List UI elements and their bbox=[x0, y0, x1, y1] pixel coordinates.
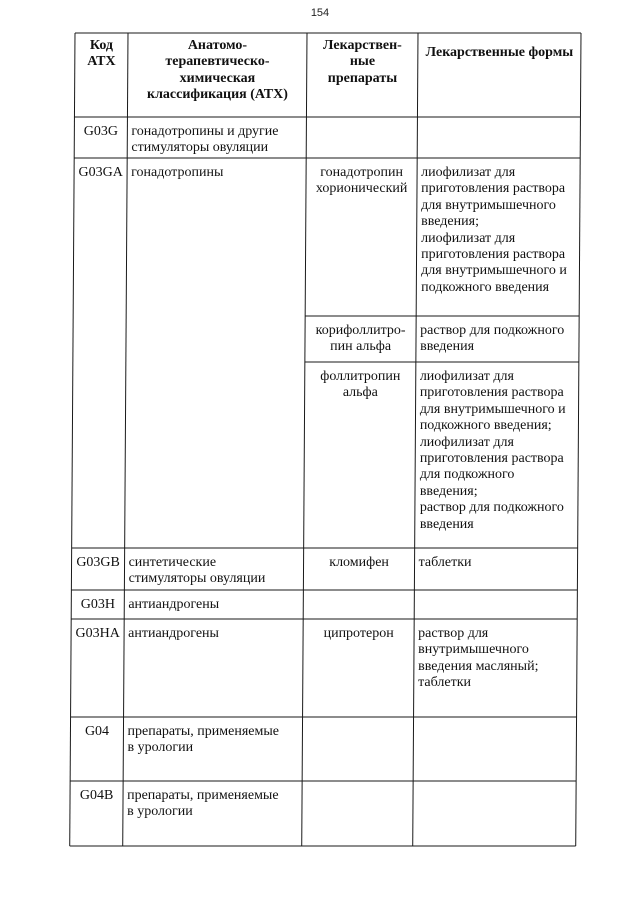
row-drug bbox=[307, 626, 410, 642]
row-code bbox=[75, 626, 120, 642]
row-forms bbox=[418, 626, 573, 692]
header-code bbox=[79, 38, 124, 71]
row-forms-line: таблетки bbox=[418, 555, 472, 570]
row-drug-line: кломифен bbox=[329, 555, 389, 570]
row-drug-line: гонадотропин bbox=[320, 165, 404, 180]
row-drug-line: фоллитропин bbox=[320, 369, 401, 384]
row-drug bbox=[308, 555, 411, 571]
row-drug bbox=[310, 165, 413, 198]
row-code bbox=[75, 724, 120, 740]
header-forms-line: Лекарственные формы bbox=[425, 45, 574, 60]
row-forms-line: лиофилизат для bbox=[421, 230, 516, 246]
header-drugs-line: препараты bbox=[327, 70, 398, 86]
row-classification bbox=[127, 788, 298, 821]
row-code-line: G03H bbox=[80, 597, 115, 612]
row-forms-line: для подкожного bbox=[419, 467, 515, 483]
header-classification bbox=[132, 38, 303, 104]
row-code-line: G04B bbox=[79, 788, 114, 803]
row-code bbox=[78, 165, 123, 181]
row-drug-line: корифоллитро- bbox=[315, 323, 406, 338]
row-classification bbox=[131, 165, 302, 181]
row-drug-line: хорионический bbox=[315, 181, 408, 197]
header-drugs bbox=[311, 38, 414, 87]
row-forms bbox=[420, 369, 575, 533]
row-forms-line: для внутримышечного и bbox=[419, 401, 566, 417]
row-forms-line: приготовления раствора bbox=[421, 247, 566, 263]
row-classification bbox=[128, 724, 299, 757]
row-classification-line: препараты, применяемые bbox=[127, 788, 279, 803]
row-forms-line: таблетки bbox=[418, 675, 472, 691]
row-code-line: G04 bbox=[84, 724, 110, 739]
header-classification-line: терапевтическо- bbox=[165, 54, 270, 70]
row-drug bbox=[309, 369, 412, 402]
row-code bbox=[74, 788, 119, 804]
header-classification-line: Анатомо- bbox=[187, 38, 248, 53]
header-classification-line: классификация (АТХ) bbox=[147, 87, 288, 103]
row-classification bbox=[128, 597, 299, 613]
row-classification-line: антиандрогены bbox=[128, 597, 220, 612]
row-code bbox=[76, 555, 121, 571]
row-classification bbox=[128, 626, 299, 642]
row-code-line: G03GA bbox=[78, 165, 123, 180]
row-forms bbox=[419, 555, 574, 571]
row-classification-line: синтетические bbox=[128, 555, 217, 570]
row-forms-line: для внутримышечного и bbox=[421, 263, 567, 279]
header-classification-line: химическая bbox=[179, 70, 256, 86]
row-forms-line: лиофилизат для bbox=[419, 369, 514, 384]
row-code bbox=[78, 124, 123, 140]
row-classification bbox=[129, 555, 300, 588]
row-classification-line: в урологии bbox=[127, 740, 194, 756]
header-drugs-line: Лекарствен- bbox=[323, 38, 402, 53]
row-forms-line: введения; bbox=[419, 483, 478, 499]
row-forms-line: подкожного введения; bbox=[419, 418, 552, 434]
column-divider bbox=[576, 33, 581, 846]
row-code-line: G03GB bbox=[76, 555, 120, 570]
row-forms-line: введения bbox=[419, 516, 474, 532]
page-number: 154 bbox=[310, 7, 330, 19]
row-drug bbox=[309, 323, 412, 356]
row-forms-line: лиофилизат для bbox=[421, 165, 516, 180]
row-classification-line: в урологии bbox=[127, 804, 193, 820]
row-classification-line: стимуляторы овуляции bbox=[128, 571, 266, 587]
column-divider bbox=[413, 33, 418, 846]
header-forms bbox=[422, 45, 577, 61]
column-divider bbox=[302, 33, 307, 846]
header-drugs-line: ные bbox=[349, 54, 376, 70]
row-code-line: G03G bbox=[83, 124, 119, 139]
row-forms-line: для внутримышечного bbox=[421, 197, 556, 213]
row-code bbox=[75, 597, 120, 613]
row-drug-line: ципротерон bbox=[323, 626, 394, 641]
row-drug-line: пин альфа bbox=[330, 339, 392, 355]
row-forms-line: внутримышечного bbox=[418, 642, 529, 658]
row-classification-line: гонадотропины bbox=[131, 165, 224, 180]
row-classification-line: гонадотропины и другие bbox=[131, 124, 279, 139]
row-forms-line: раствор для подкожного bbox=[420, 323, 565, 338]
row-forms bbox=[420, 323, 575, 356]
row-forms-line: введения масляный; bbox=[418, 658, 539, 674]
row-forms-line: приготовления раствора bbox=[419, 385, 564, 401]
row-drug-line: альфа bbox=[342, 385, 378, 401]
row-code-line: G03HA bbox=[75, 626, 120, 641]
header-code-line: АТХ bbox=[87, 54, 116, 70]
row-classification-line: антиандрогены bbox=[128, 626, 219, 641]
row-forms-line: введения bbox=[420, 339, 475, 355]
row-forms-line: введения; bbox=[421, 214, 479, 230]
row-classification bbox=[131, 124, 302, 157]
row-classification-line: стимуляторы овуляции bbox=[131, 140, 269, 156]
header-code-line: Код bbox=[89, 38, 114, 53]
row-forms-line: лиофилизат для bbox=[419, 434, 514, 450]
row-forms-line: раствор для bbox=[418, 626, 489, 641]
row-forms-line: раствор для подкожного bbox=[419, 500, 564, 516]
row-forms-line: приготовления раствора bbox=[421, 181, 566, 197]
row-classification-line: препараты, применяемые bbox=[127, 724, 279, 739]
row-forms-line: подкожного введения bbox=[421, 279, 550, 295]
row-forms bbox=[421, 165, 576, 296]
row-forms-line: приготовления раствора bbox=[419, 451, 564, 467]
